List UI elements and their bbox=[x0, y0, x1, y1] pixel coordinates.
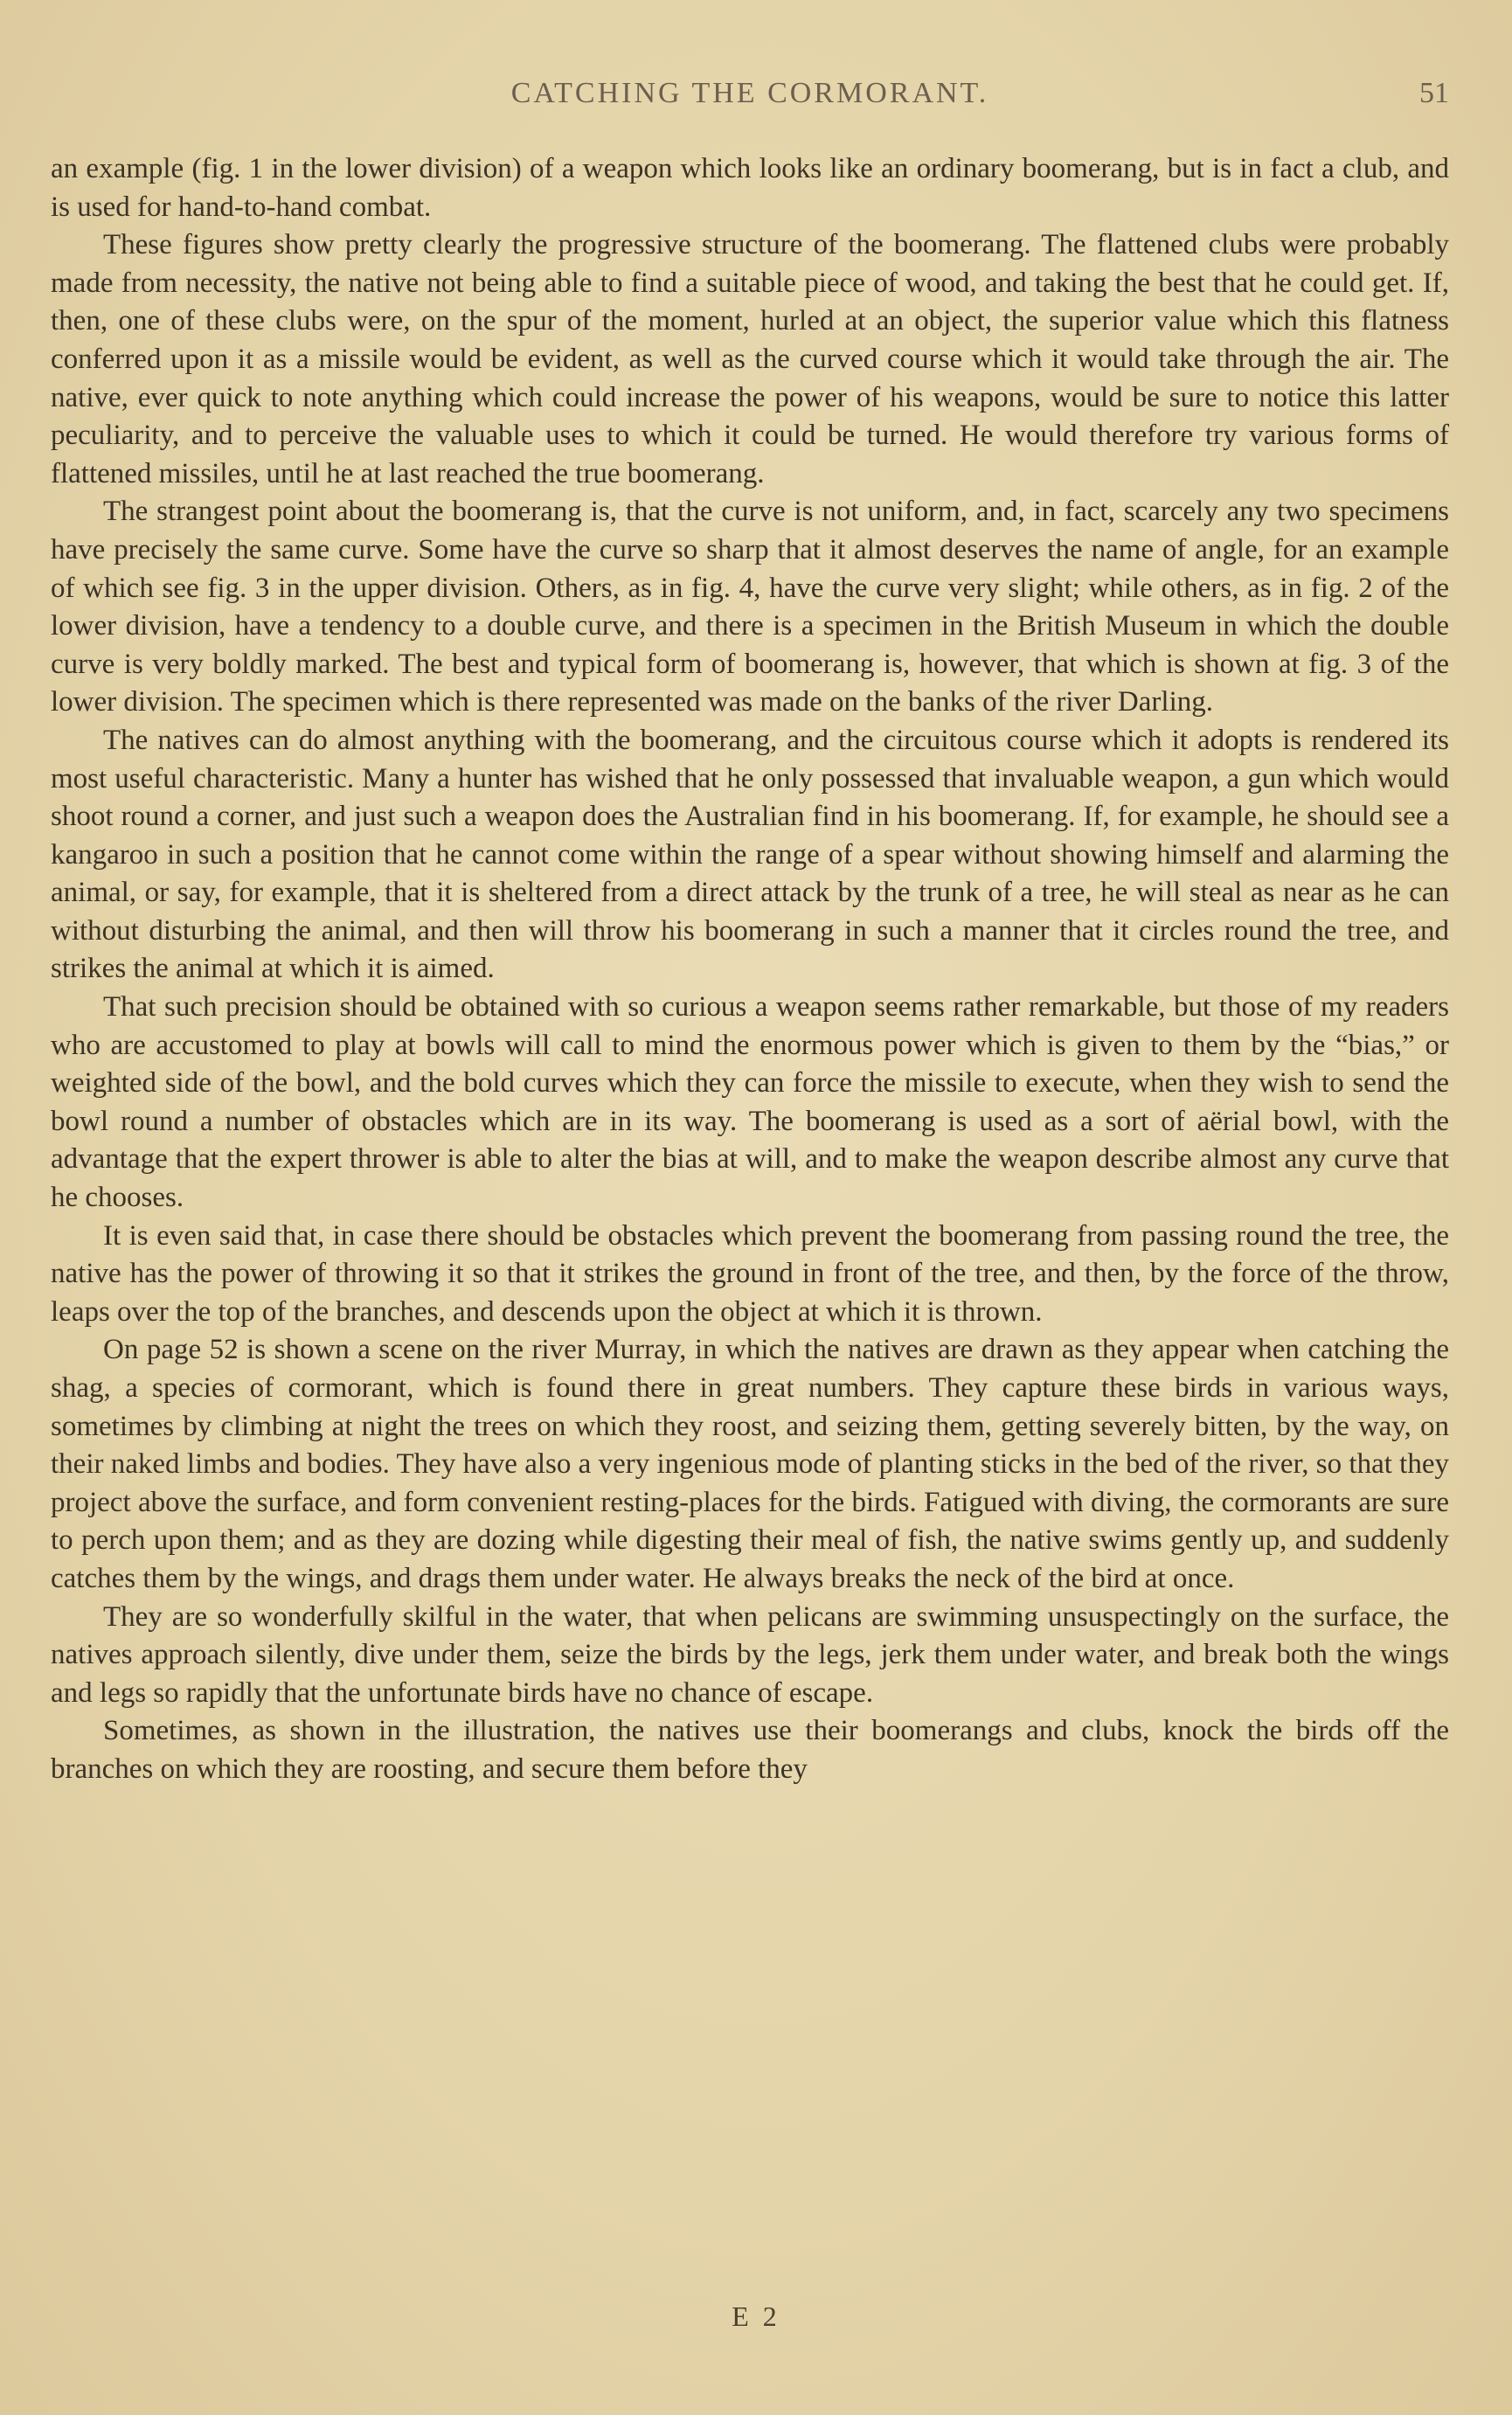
paragraph-obstacles: It is even said that, in case there should be obstacles which prevent the boomerang from passing round the tree, the native has the power of throwing it so that it strikes the ground in front of the tree, and then, by the force of the throw, leaps over the top of the branches, and descends upon the object at which it is thrown. bbox=[51, 1219, 1449, 1328]
page-number: 51 bbox=[1419, 77, 1449, 109]
paragraph-bowls-comparison: That such precision should be obtained with so curious a weapon seems rather remarkable, but those of my readers who are accustomed to play at bowls will call to mind the enormous power which is given to them by the “bias,” or weighted side of the bowl, and the bold curves which they can force the missile to execute, when they wish to send the bowl round a number of obstacles which are in its way. The boomerang is used as a sort of aërial bowl, with the advantage that the expert thrower is able to alter the bias at will, and to make the weapon describe almost any curve that he chooses. bbox=[51, 991, 1449, 1214]
paragraph-progressive-structure: These figures show pretty clearly the progressive structure of the boomerang. The flattened clubs were probably made from necessity, the native not being able to find a suitable piece of wood, and taking the best that he could get. If, then, one of these clubs were, on the spur of the moment, hurled at an object, the superior value which this flatness conferred upon it as a missile would be evident, as well as the curved course which it would take through the air. The native, ever quick to note anything which could increase the power of his weapons, would be sure to notice this latter peculiarity, and to perceive the valuable uses to which it could be turned. He would therefore try various forms of flattened missiles, until he at last reached the true boomerang. bbox=[51, 229, 1449, 489]
paragraph-cormorant-scene: On page 52 is shown a scene on the river Murray, in which the natives are drawn as they appear when catching the shag, a species of cormorant, which is found there in great numbers. They capture these birds in various ways, sometimes by climbing at night the trees on which they roost, and seizing them, getting severely bitten, by the way, on their naked limbs and bodies. They have also a very ingenious mode of planting sticks in the bed of the river, so that they project above the surface, and form convenient resting-places for the birds. Fatigued with diving, the cormorants are sure to perch upon them; and as they are dozing while digesting their meal of fish, the native swims gently up, and suddenly catches them by the wings, and drags them under water. He always breaks the neck of the bird at once. bbox=[51, 1334, 1449, 1594]
paragraph-pelicans: They are so wonderfully skilful in the water, that when pelicans are swimming unsuspectingly on the surface, the natives approach silently, dive under them, seize the birds by the legs, jerk them under water, and break both the wings and legs so rapidly that the unfortunate birds have no chance of escape. bbox=[51, 1600, 1449, 1709]
paragraph-curve-forms: The strangest point about the boomerang is, that the curve is not uniform, and, in fact, scarcely any two specimens have precisely the same curve. Some have the curve so sharp that it almost deserves the name of angle, for an example of which see fig. 3 in the upper division. Others, as in fig. 4, have the curve very slight; while others, as in fig. 2 of the lower division, have a tendency to a double curve, and there is a specimen in the British Museum in which the double curve is very boldly marked. The best and typical form of boomerang is, however, that which is shown at fig. 3 of the lower division. The specimen which is there represented was made on the banks of the river Darling. bbox=[51, 496, 1449, 718]
running-title: CATCHING THE CORMORANT. bbox=[510, 77, 989, 109]
running-head bbox=[51, 77, 1449, 121]
paragraph-circuitous-course: The natives can do almost anything with the boomerang, and the circuitous course which it adopts is rendered its most useful characteristic. Many a hunter has wished that he only possessed that invaluable weapon, a gun which would shoot round a corner, and just such a weapon does the Australian find in his boomerang. If, for example, he should see a kangaroo in such a position that he cannot come within the range of a spear without showing himself and alarming the animal, or say, for example, that it is sheltered from a direct attack by the trunk of a tree, he will steal as near as he can without disturbing the animal, and then will throw his boomerang in such a manner that it circles round the tree, and strikes the animal at which it is aimed. bbox=[51, 724, 1449, 985]
paragraph-boomerangs-clubs: Sometimes, as shown in the illustration, the natives use their boomerangs and clubs, knock the birds off the branches on which they are roosting, and secure them before they bbox=[51, 1715, 1449, 1785]
body-text bbox=[51, 150, 1449, 1789]
signature-mark: E 2 bbox=[732, 2300, 780, 2332]
paragraph-continued: an example (fig. 1 in the lower division) of a weapon which looks like an ordinary boomerang, but is in fact a club, and is used for hand-to-hand combat. bbox=[51, 153, 1449, 223]
